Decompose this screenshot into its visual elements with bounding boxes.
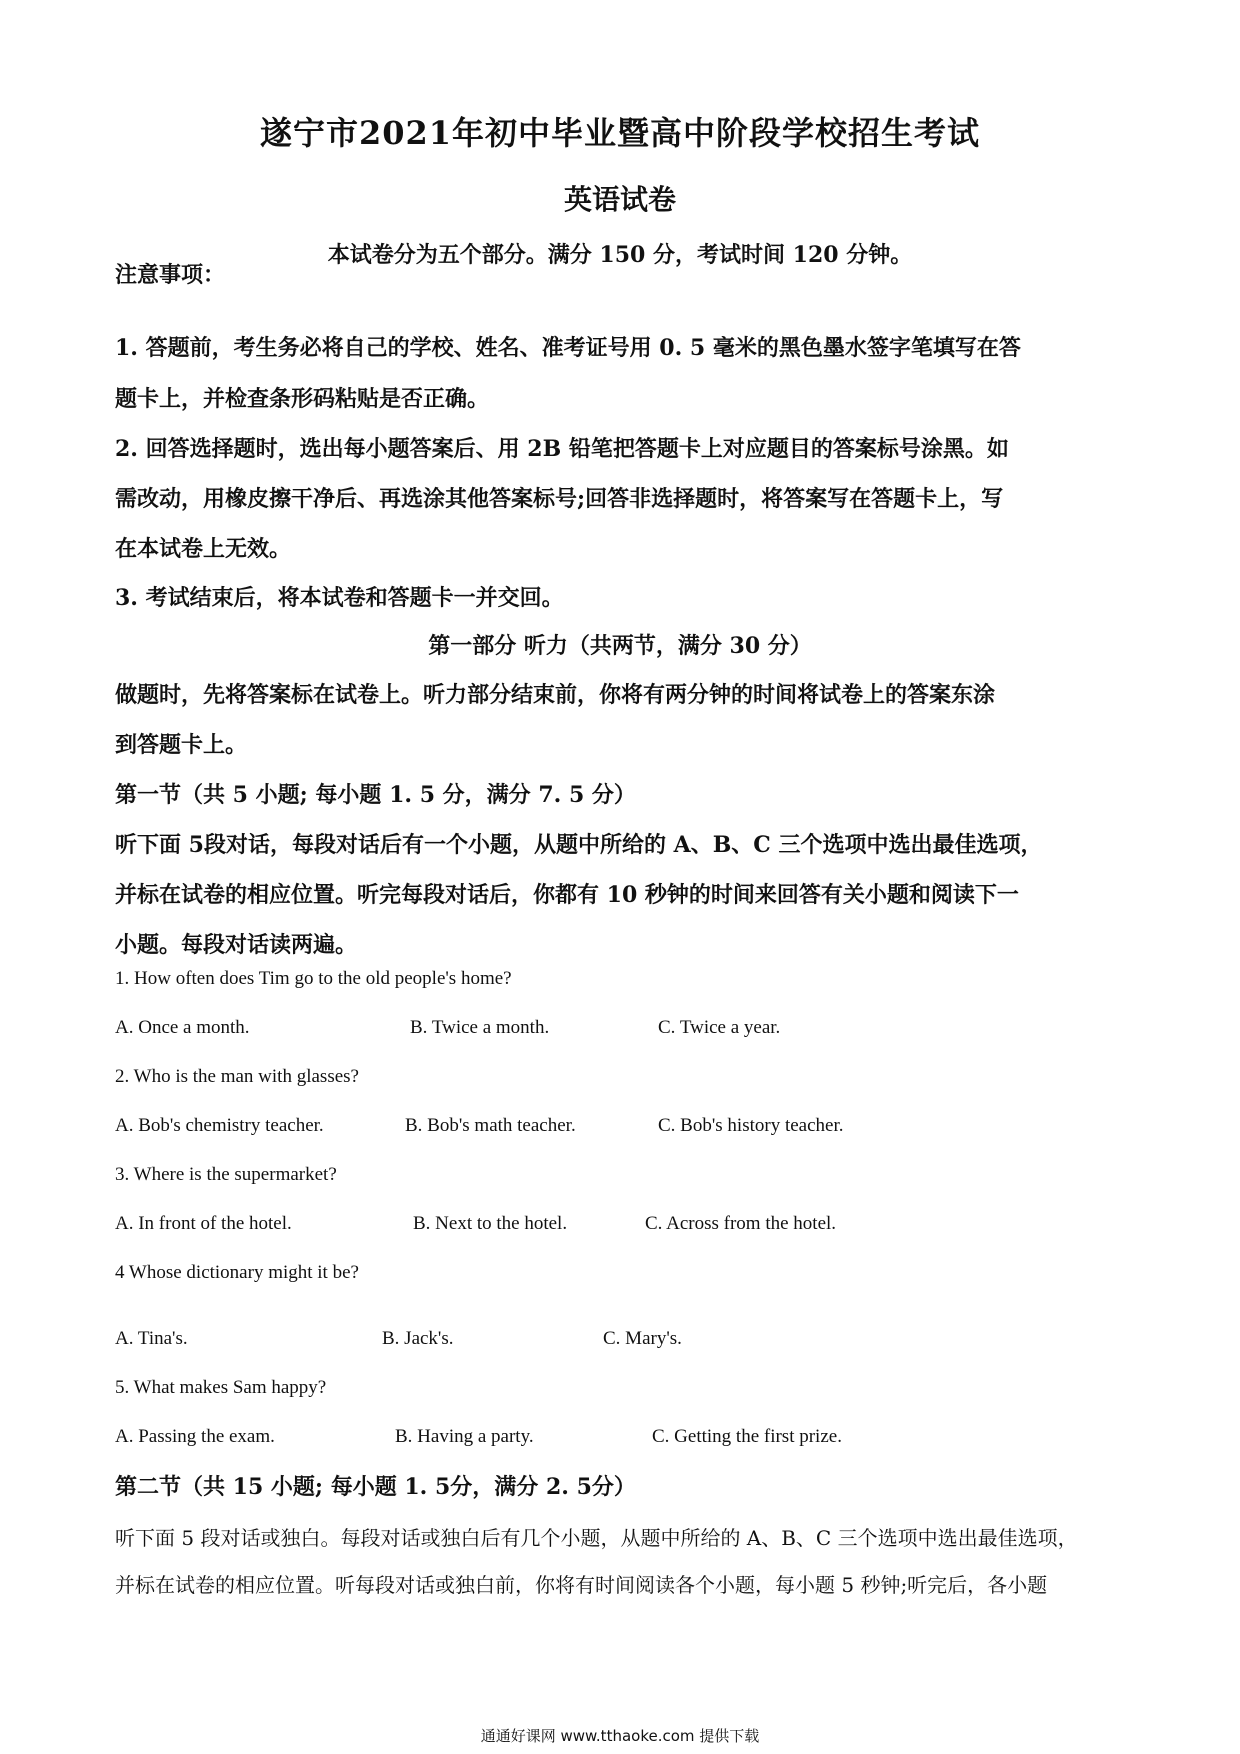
question-3-option-b: B. Next to the hotel. (413, 1213, 568, 1234)
notice-item-2-line-1: 2. 回答选择题时，选出每小题答案后、用 2B 铅笔把答题卡上对应题目的答案标号涂黑。如 (115, 436, 1009, 462)
question-3-option-c: C. Across from the hotel. (645, 1213, 837, 1234)
exam-summary: 本试卷分为五个部分。满分 150 分，考试时间 120 分钟。 (327, 242, 913, 268)
part1-heading: 第一部分 听力（共两节，满分 30 分） (428, 633, 812, 659)
question-1-option-c: C. Twice a year. (658, 1017, 781, 1038)
question-4-option-b: B. Jack's. (382, 1328, 454, 1349)
question-1-option-a: A. Once a month. (115, 1017, 250, 1038)
question-5-option-c: C. Getting the first prize. (652, 1426, 842, 1447)
section2-instruction-line-1: 听下面 5 段对话或独白。每段对话或独白后有几个小题，从题中所给的 A、B、C 三个选项中选出最佳选项， (115, 1526, 1078, 1550)
notice-heading: 注意事项： (115, 262, 226, 288)
part1-instruction-line-2: 到答题卡上。 (115, 732, 248, 758)
exam-title: 遂宁市2021年初中毕业暨高中阶段学校招生考试 (259, 114, 981, 152)
notice-item-3: 3. 考试结束后，将本试卷和答题卡一并交回。 (115, 585, 564, 611)
question-4-option-a: A. Tina's. (115, 1328, 188, 1349)
notice-item-2-line-2: 需改动，用橡皮擦干净后、再选涂其他答案标号;回答非选择题时，将答案写在答题卡上，写 (115, 486, 1004, 512)
section1-instruction-line-3: 小题。每段对话读两遍。 (115, 932, 358, 958)
question-3-option-a: A. In front of the hotel. (115, 1213, 292, 1234)
notice-item-1-line-2: 题卡上，并检查条形码粘贴是否正确。 (115, 386, 490, 412)
question-1-option-b: B. Twice a month. (410, 1017, 550, 1038)
section1-instruction-line-2: 并标在试卷的相应位置。听完每段对话后，你都有 10 秒钟的时间来回答有关小题和阅读下一 (115, 882, 1019, 908)
section2-heading: 第二节（共 15 小题; 每小题 1. 5分，满分 2. 5分） (115, 1474, 636, 1500)
question-2-option-a: A. Bob's chemistry teacher. (115, 1115, 324, 1136)
section2-instruction-line-2: 并标在试卷的相应位置。听每段对话或独白前，你将有时间阅读各个小题，每小题 5 秒钟;听完后，各小题 (115, 1573, 1048, 1597)
question-5-option-a: A. Passing the exam. (115, 1426, 275, 1447)
notice-item-2-line-3: 在本试卷上无效。 (115, 536, 292, 562)
question-4-option-c: C. Mary's. (603, 1328, 682, 1349)
footer-source: 通通好课网 www.tthaoke.com 提供下载 (480, 1727, 760, 1745)
section1-heading: 第一节（共 5 小题; 每小题 1. 5 分，满分 7. 5 分） (115, 782, 636, 808)
exam-subtitle: 英语试卷 (563, 183, 676, 216)
question-3: 3. Where is the supermarket? (115, 1164, 337, 1185)
question-4: 4 Whose dictionary might it be? (115, 1262, 359, 1283)
question-5-option-b: B. Having a party. (395, 1426, 534, 1447)
question-2: 2. Who is the man with glasses? (115, 1066, 359, 1087)
notice-item-1-line-1: 1. 答题前，考生务必将自己的学校、姓名、准考证号用 0. 5 毫米的黑色墨水签字笔填写在答 (115, 335, 1021, 361)
section1-instruction-line-1: 听下面 5段对话，每段对话后有一个小题，从题中所给的 A、B、C 三个选项中选出最佳选项， (115, 832, 1043, 858)
question-2-option-c: C. Bob's history teacher. (658, 1115, 844, 1136)
question-2-option-b: B. Bob's math teacher. (405, 1115, 576, 1136)
part1-instruction-line-1: 做题时，先将答案标在试卷上。听力部分结束前，你将有两分钟的时间将试卷上的答案东涂 (115, 682, 996, 708)
question-5: 5. What makes Sam happy? (115, 1377, 327, 1398)
question-1: 1. How often does Tim go to the old people's home? (115, 968, 512, 989)
